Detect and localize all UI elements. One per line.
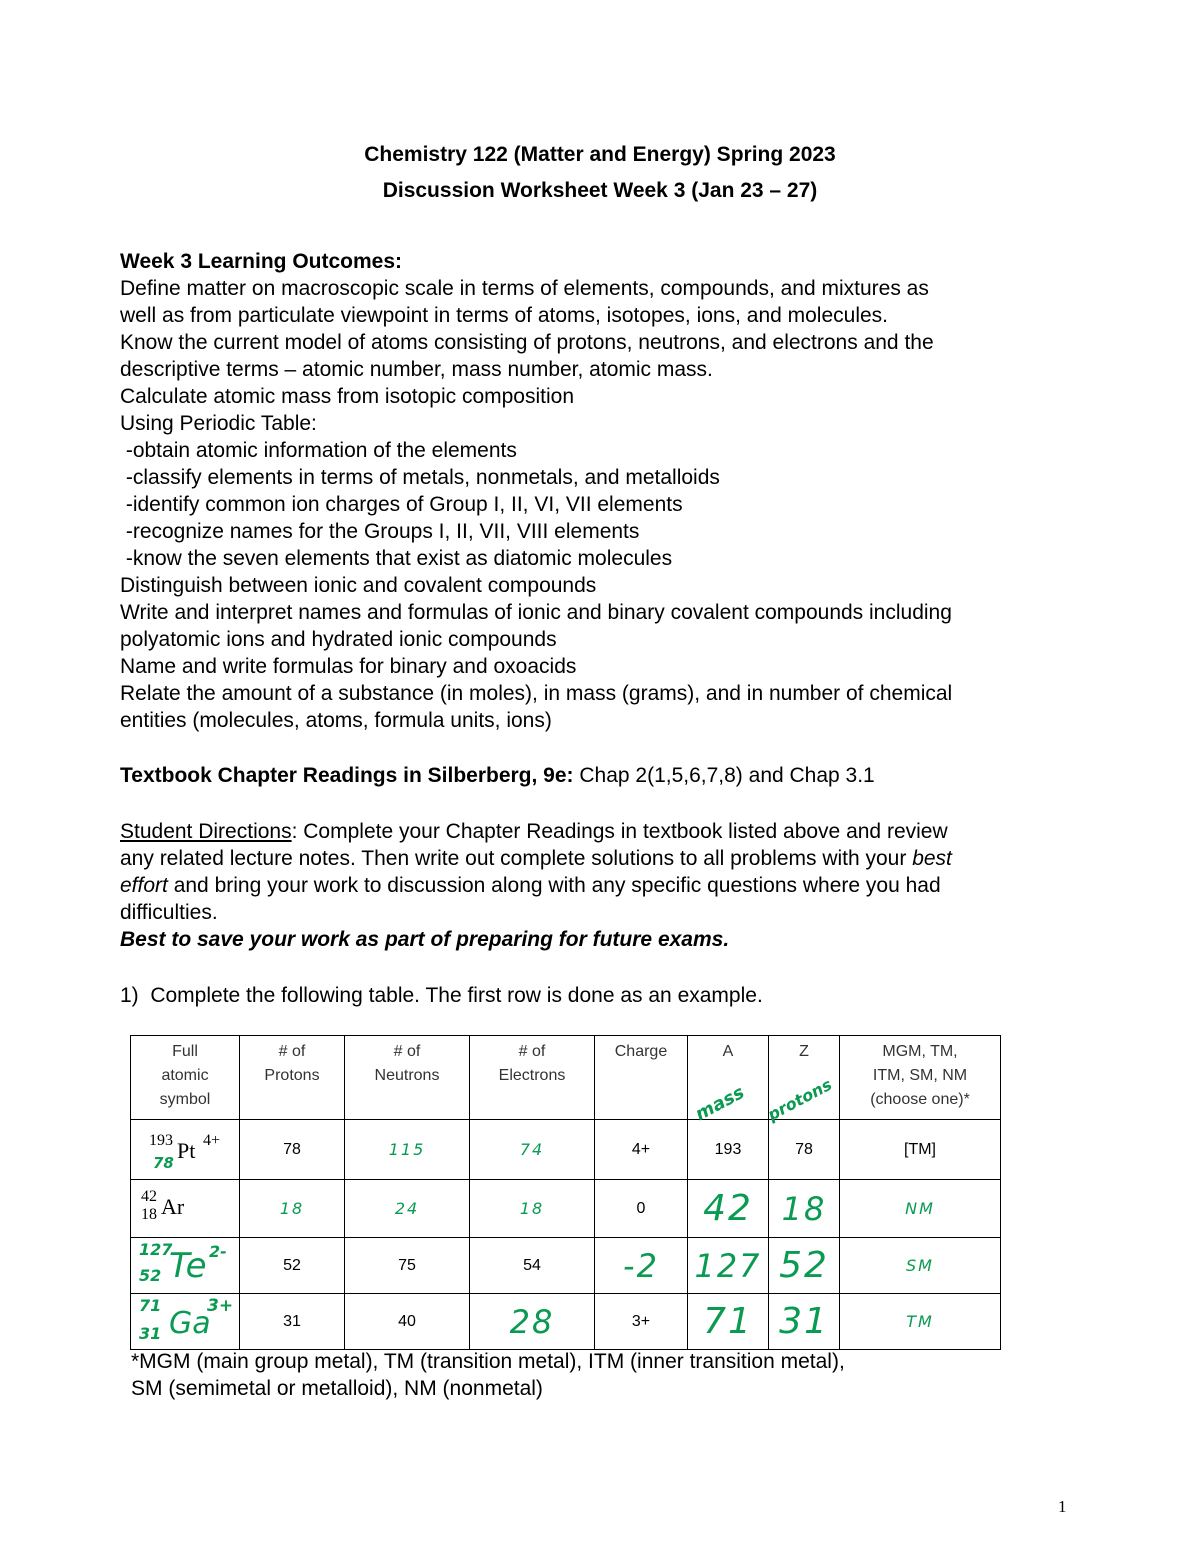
cell-protons-handwritten: 18 (240, 1180, 345, 1238)
table-header-row (131, 1036, 1001, 1120)
cell-A: 193 (688, 1120, 769, 1180)
table-row (131, 1294, 1001, 1350)
table-row (131, 1120, 1001, 1180)
outcome-line: well as from particulate viewpoint in terms of atoms, isotopes, ions, and molecules. (120, 304, 889, 327)
symbol-mass: 71 (139, 1296, 162, 1315)
cell-Z: 78 (769, 1120, 840, 1180)
header-text: (choose one)* (870, 1091, 970, 1108)
question-1: 1) Complete the following table. The first row is done as an example. (120, 984, 763, 1007)
cell-A-handwritten: 71 (688, 1294, 769, 1350)
cell-electrons-handwritten: 18 (470, 1180, 595, 1238)
directions-emphasis: Best to save your work as part of preparing for future exams. (120, 928, 730, 951)
cell-protons: 78 (240, 1120, 345, 1180)
symbol-element: Pt (177, 1138, 196, 1163)
symbol-mass: 42 (141, 1188, 157, 1205)
page-title: Chemistry 122 (Matter and Energy) Spring 2023 (364, 143, 836, 166)
header-text: # of (518, 1043, 546, 1060)
header-text: atomic (161, 1067, 209, 1084)
cell-protons: 52 (240, 1238, 345, 1294)
cell-symbol-handwritten (131, 1294, 240, 1350)
header-neutrons (345, 1036, 470, 1120)
symbol-element: Te (169, 1246, 207, 1286)
outcome-line: entities (molecules, atoms, formula units, ions) (120, 709, 552, 732)
cell-neutrons-handwritten: 115 (345, 1120, 470, 1180)
symbol-charge: 3+ (207, 1296, 234, 1316)
cell-Z-handwritten: 31 (769, 1294, 840, 1350)
handwritten-annotation: protons (764, 1074, 836, 1125)
outcome-line: -classify elements in terms of metals, nonmetals, and metalloids (120, 466, 720, 489)
symbol-mass: 127 (139, 1240, 173, 1259)
outcome-line: Relate the amount of a substance (in moles), in mass (grams), and in number of chemical (120, 682, 953, 705)
cell-neutrons: 40 (345, 1294, 470, 1350)
symbol-mass: 193 (149, 1132, 173, 1149)
outcome-line: polyatomic ions and hydrated ionic compounds (120, 628, 557, 651)
cell-charge: 4+ (595, 1120, 688, 1180)
header-electrons (470, 1036, 595, 1120)
header-Z (764, 1036, 840, 1125)
outcome-line: Name and write formulas for binary and oxoacids (120, 655, 577, 678)
symbol-element: Ar (161, 1194, 185, 1219)
symbol-number: 52 (139, 1266, 162, 1285)
header-text: MGM, TM, (882, 1043, 958, 1060)
directions-text: and bring your work to discussion along with any specific questions where you had (167, 874, 941, 897)
directions-line-4: difficulties. (120, 901, 218, 924)
header-A (688, 1036, 769, 1126)
page-number: 1 (1058, 1497, 1067, 1516)
cell-Z-handwritten: 52 (769, 1238, 840, 1294)
header-text: A (722, 1043, 734, 1060)
cell-neutrons-handwritten: 24 (345, 1180, 470, 1238)
cell-type: [TM] (840, 1120, 1001, 1180)
cell-electrons-handwritten: 28 (470, 1294, 595, 1350)
cell-type-handwritten: TM (840, 1294, 1001, 1350)
outcome-line: -know the seven elements that exist as diatomic molecules (120, 547, 673, 570)
readings-label: Textbook Chapter Readings in Silberberg, 9e: (120, 764, 574, 787)
directions-italic: best (912, 847, 952, 870)
page-subtitle: Discussion Worksheet Week 3 (Jan 23 – 27) (382, 179, 818, 202)
handwritten-annotation: mass (691, 1082, 748, 1126)
header-charge (595, 1036, 688, 1120)
header-text: Electrons (498, 1067, 566, 1084)
symbol-number: 31 (139, 1324, 162, 1343)
header-type (840, 1036, 1001, 1120)
symbol-charge: 2- (209, 1242, 227, 1261)
outcome-line: -obtain atomic information of the elements (120, 439, 517, 462)
cell-symbol (131, 1120, 240, 1180)
cell-type-handwritten: SM (840, 1238, 1001, 1294)
symbol-charge: 4+ (203, 1132, 221, 1149)
readings-text: Chap 2(1,5,6,7,8) and Chap 3.1 (573, 764, 875, 787)
outcome-line: descriptive terms – atomic number, mass number, atomic mass. (120, 358, 713, 381)
cell-charge: 3+ (595, 1294, 688, 1350)
cell-symbol-handwritten (131, 1238, 240, 1294)
header-text: # of (278, 1043, 306, 1060)
handwritten-annotation: 78 (153, 1154, 174, 1172)
table-row (131, 1180, 1001, 1238)
header-text: ITM, SM, NM (872, 1067, 968, 1084)
header-text: symbol (159, 1091, 211, 1108)
directions-line-1 (120, 820, 948, 844)
cell-neutrons: 75 (345, 1238, 470, 1294)
outcome-line: Know the current model of atoms consisting of protons, neutrons, and electrons and the (120, 331, 934, 354)
outcomes-heading: Week 3 Learning Outcomes: (120, 250, 403, 273)
footnote-line-1: *MGM (main group metal), TM (transition metal), ITM (inner transition metal), (131, 1350, 845, 1373)
header-protons (240, 1036, 345, 1120)
symbol-element: Ga (169, 1306, 211, 1341)
directions-text: : Complete your Chapter Readings in textbook listed above and review (291, 820, 948, 843)
cell-charge-handwritten: -2 (595, 1238, 688, 1294)
directions-line-3 (120, 874, 941, 898)
directions-italic: effort (120, 874, 168, 897)
header-text: Protons (264, 1067, 320, 1084)
cell-protons: 31 (240, 1294, 345, 1350)
footnote-line-2: SM (semimetal or metalloid), NM (nonmetal) (131, 1377, 543, 1400)
outcome-line: Calculate atomic mass from isotopic composition (120, 385, 575, 408)
header-text: Charge (614, 1043, 668, 1060)
directions-line-2 (120, 847, 952, 871)
header-text: Z (799, 1043, 809, 1060)
directions-label: Student Directions (120, 820, 292, 843)
outcome-line: -identify common ion charges of Group I, II, VI, VII elements (120, 493, 683, 516)
header-text: # of (393, 1043, 421, 1060)
cell-A-handwritten: 42 (688, 1180, 769, 1238)
header-text: Full (172, 1043, 198, 1060)
outcome-line: Distinguish between ionic and covalent compounds (120, 574, 597, 597)
outcome-line: Define matter on macroscopic scale in terms of elements, compounds, and mixtures as (120, 277, 929, 300)
cell-electrons: 54 (470, 1238, 595, 1294)
cell-A-handwritten: 127 (688, 1238, 769, 1294)
cell-charge: 0 (595, 1180, 688, 1238)
cell-Z-handwritten: 18 (769, 1180, 840, 1238)
directions-text: any related lecture notes. Then write out complete solutions to all problems with your (120, 847, 913, 870)
outcome-line: -recognize names for the Groups I, II, VII, VIII elements (120, 520, 640, 543)
cell-electrons-handwritten: 74 (470, 1120, 595, 1180)
outcome-line: Using Periodic Table: (120, 412, 317, 435)
cell-symbol (131, 1180, 240, 1238)
readings-line (120, 764, 875, 788)
cell-type-handwritten: NM (840, 1180, 1001, 1238)
header-symbol (131, 1036, 240, 1120)
header-text: Neutrons (374, 1067, 440, 1084)
symbol-number: 18 (141, 1206, 157, 1223)
outcome-line: Write and interpret names and formulas of ionic and binary covalent compounds including (120, 601, 952, 624)
table-row (131, 1238, 1001, 1294)
isotope-table (130, 1035, 1001, 1350)
